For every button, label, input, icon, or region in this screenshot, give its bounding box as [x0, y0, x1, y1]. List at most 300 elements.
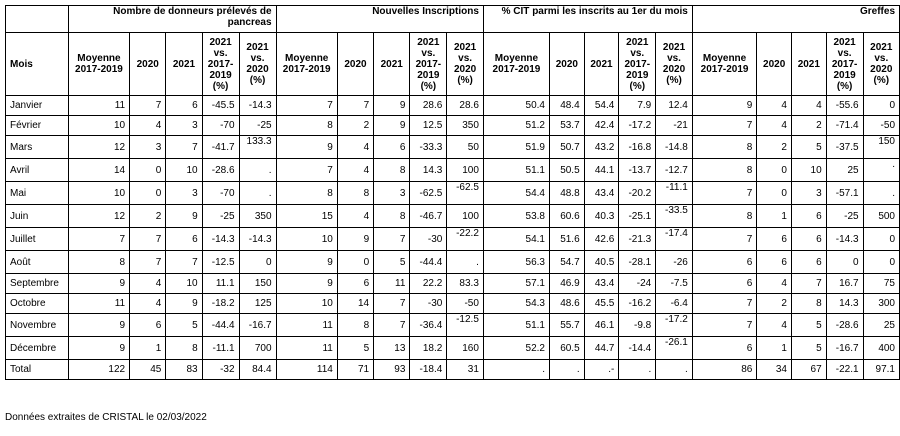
- table-cell: -22.2: [447, 228, 484, 251]
- table-cell: 1: [757, 205, 792, 228]
- table-cell: .: [550, 360, 585, 380]
- table-cell: 7: [692, 294, 757, 314]
- table-cell: 54.4: [584, 96, 619, 116]
- column-header: Moyenne 2017-2019: [68, 33, 129, 96]
- table-cell: 50: [447, 136, 484, 159]
- table-cell: 10: [166, 274, 202, 294]
- table-cell: 100: [447, 205, 484, 228]
- table-cell: 5: [791, 314, 826, 337]
- table-cell: 9: [692, 96, 757, 116]
- table-cell: 42.4: [584, 116, 619, 136]
- table-cell: 57.1: [483, 274, 549, 294]
- table-cell: 54.1: [483, 228, 549, 251]
- table-cell: 56.3: [483, 251, 549, 274]
- table-cell: 54.7: [550, 251, 585, 274]
- table-cell: 6: [166, 228, 202, 251]
- table-cell: -28.1: [619, 251, 656, 274]
- column-header: 2021: [374, 33, 410, 96]
- table-cell: 53.8: [483, 205, 549, 228]
- table-cell: .-: [584, 360, 619, 380]
- table-cell: 3: [166, 182, 202, 205]
- table-cell: 9: [337, 228, 373, 251]
- table-cell: 7: [692, 116, 757, 136]
- data-table-container: [5, 5, 900, 380]
- table-cell: 11: [276, 337, 337, 360]
- data-table: [5, 5, 900, 380]
- table-row: [6, 228, 900, 251]
- table-cell: 9: [68, 314, 129, 337]
- column-header: 2021 vs. 2020 (%): [239, 33, 276, 96]
- table-cell: 10: [791, 159, 826, 182]
- table-cell: 7: [692, 182, 757, 205]
- table-cell: 7: [130, 251, 166, 274]
- table-cell: 93: [374, 360, 410, 380]
- table-cell: -12.5: [202, 251, 239, 274]
- table-cell: 7: [130, 228, 166, 251]
- table-cell: 31: [447, 360, 484, 380]
- table-cell: -6.4: [656, 294, 693, 314]
- table-cell: 7: [791, 274, 826, 294]
- table-cell: 50.5: [550, 159, 585, 182]
- table-row: [6, 96, 900, 116]
- table-cell: 8: [276, 182, 337, 205]
- table-cell: 48.6: [550, 294, 585, 314]
- table-cell: -17.4: [656, 228, 693, 251]
- table-cell: -16.8: [619, 136, 656, 159]
- table-cell: 6: [166, 96, 202, 116]
- table-cell: 54.4: [483, 182, 549, 205]
- month-cell: Décembre: [6, 337, 69, 360]
- table-cell: -26: [656, 251, 693, 274]
- table-cell: 52.2: [483, 337, 549, 360]
- table-cell: 50.4: [483, 96, 549, 116]
- table-cell: 6: [130, 314, 166, 337]
- table-cell: -71.4: [826, 116, 863, 136]
- table-cell: -25.1: [619, 205, 656, 228]
- column-header: 2020: [757, 33, 792, 96]
- column-header: 2021 vs. 2017-2019 (%): [410, 33, 447, 96]
- table-cell: -17.2: [656, 314, 693, 337]
- table-cell: 6: [791, 205, 826, 228]
- table-cell: 3: [791, 182, 826, 205]
- table-cell: 0: [757, 159, 792, 182]
- table-cell: 44.7: [584, 337, 619, 360]
- table-cell: 8: [791, 294, 826, 314]
- table-cell: .: [447, 251, 484, 274]
- table-cell: 7: [692, 228, 757, 251]
- table-row: [6, 360, 900, 380]
- column-header: 2021: [584, 33, 619, 96]
- table-cell: 700: [239, 337, 276, 360]
- table-cell: 4: [130, 116, 166, 136]
- table-cell: .: [619, 360, 656, 380]
- table-cell: 4: [130, 294, 166, 314]
- table-cell: 86: [692, 360, 757, 380]
- table-cell: 43.4: [584, 182, 619, 205]
- table-cell: 0: [337, 251, 373, 274]
- table-cell: 500: [863, 205, 899, 228]
- table-cell: 71: [337, 360, 373, 380]
- column-header: Moyenne 2017-2019: [276, 33, 337, 96]
- month-cell: Mai: [6, 182, 69, 205]
- table-cell: 2: [757, 136, 792, 159]
- table-cell: -11.1: [656, 182, 693, 205]
- table-cell: -62.5: [410, 182, 447, 205]
- table-cell: 15: [276, 205, 337, 228]
- table-cell: .: [239, 159, 276, 182]
- table-cell: .: [863, 182, 899, 205]
- table-cell: 7: [374, 294, 410, 314]
- table-cell: 7.9: [619, 96, 656, 116]
- table-cell: -70: [202, 182, 239, 205]
- table-cell: -50: [863, 116, 899, 136]
- table-cell: -7.5: [656, 274, 693, 294]
- table-row: [6, 205, 900, 228]
- table-cell: 0: [826, 251, 863, 274]
- table-cell: -25: [826, 205, 863, 228]
- table-cell: .: [656, 360, 693, 380]
- column-header: 2021 vs. 2020 (%): [656, 33, 693, 96]
- table-cell: 5: [791, 136, 826, 159]
- table-cell: 22.2: [410, 274, 447, 294]
- table-cell: 14: [68, 159, 129, 182]
- table-cell: 51.1: [483, 314, 549, 337]
- table-cell: 8: [692, 205, 757, 228]
- table-cell: 51.2: [483, 116, 549, 136]
- table-cell: -14.3: [239, 96, 276, 116]
- table-cell: -21.3: [619, 228, 656, 251]
- footnote: Données extraites de CRISTAL le 02/03/2022: [5, 412, 207, 423]
- table-cell: .: [863, 159, 899, 182]
- table-cell: 4: [130, 274, 166, 294]
- table-cell: 18.2: [410, 337, 447, 360]
- table-cell: 7: [166, 136, 202, 159]
- table-cell: 100: [447, 159, 484, 182]
- table-cell: 133.3: [239, 136, 276, 159]
- table-cell: 1: [130, 337, 166, 360]
- table-cell: 2: [757, 294, 792, 314]
- table-cell: -18.2: [202, 294, 239, 314]
- table-cell: 6: [692, 274, 757, 294]
- table-cell: 46.9: [550, 274, 585, 294]
- table-cell: -14.3: [239, 228, 276, 251]
- table-cell: 9: [68, 337, 129, 360]
- table-cell: 7: [130, 96, 166, 116]
- table-cell: -9.8: [619, 314, 656, 337]
- table-cell: 14: [337, 294, 373, 314]
- group-header-donneurs: Nombre de donneurs prélevés de pancreas: [68, 6, 276, 33]
- table-cell: 5: [791, 337, 826, 360]
- table-cell: 7: [337, 96, 373, 116]
- table-cell: 4: [791, 96, 826, 116]
- table-cell: 14.3: [410, 159, 447, 182]
- table-row: [6, 274, 900, 294]
- table-cell: 9: [68, 274, 129, 294]
- table-cell: 0: [863, 251, 899, 274]
- table-cell: 6: [374, 136, 410, 159]
- table-cell: 300: [863, 294, 899, 314]
- table-cell: -22.1: [826, 360, 863, 380]
- table-cell: -30: [410, 294, 447, 314]
- table-cell: -25: [239, 116, 276, 136]
- column-header: 2021: [166, 33, 202, 96]
- table-cell: 55.7: [550, 314, 585, 337]
- table-row: [6, 337, 900, 360]
- table-cell: -14.3: [826, 228, 863, 251]
- month-cell: Juillet: [6, 228, 69, 251]
- table-cell: 5: [337, 337, 373, 360]
- month-cell: Octobre: [6, 294, 69, 314]
- table-cell: 0: [239, 251, 276, 274]
- table-row: [6, 314, 900, 337]
- table-cell: -21: [656, 116, 693, 136]
- table-cell: 150: [239, 274, 276, 294]
- table-cell: 54.3: [483, 294, 549, 314]
- table-cell: 7: [166, 251, 202, 274]
- table-cell: 11: [68, 96, 129, 116]
- table-cell: 43.2: [584, 136, 619, 159]
- table-row: [6, 159, 900, 182]
- table-cell: 8: [276, 116, 337, 136]
- table-cell: 45.5: [584, 294, 619, 314]
- table-cell: 84.4: [239, 360, 276, 380]
- table-cell: 4: [337, 159, 373, 182]
- table-cell: 350: [447, 116, 484, 136]
- table-cell: 43.4: [584, 274, 619, 294]
- table-row: [6, 294, 900, 314]
- table-cell: -32: [202, 360, 239, 380]
- table-cell: 2: [337, 116, 373, 136]
- group-header-cit: % CIT parmi les inscrits au 1er du mois: [483, 6, 692, 33]
- table-cell: 0: [863, 96, 899, 116]
- table-cell: 0: [130, 182, 166, 205]
- table-cell: 51.6: [550, 228, 585, 251]
- table-cell: 10: [276, 294, 337, 314]
- table-cell: 9: [166, 294, 202, 314]
- table-cell: -33.5: [656, 205, 693, 228]
- column-header: Moyenne 2017-2019: [692, 33, 757, 96]
- table-cell: -44.4: [202, 314, 239, 337]
- table-cell: .: [239, 182, 276, 205]
- table-cell: 6: [757, 228, 792, 251]
- table-cell: 10: [68, 116, 129, 136]
- table-cell: 6: [757, 251, 792, 274]
- table-cell: -12.5: [447, 314, 484, 337]
- table-cell: 9: [276, 251, 337, 274]
- table-cell: 67: [791, 360, 826, 380]
- table-cell: -13.7: [619, 159, 656, 182]
- table-row: [6, 251, 900, 274]
- column-header-mois: Mois: [6, 33, 69, 96]
- table-cell: 10: [68, 182, 129, 205]
- table-cell: -70: [202, 116, 239, 136]
- table-cell: 4: [337, 136, 373, 159]
- column-header: 2021 vs. 2020 (%): [863, 33, 899, 96]
- table-row: [6, 136, 900, 159]
- month-cell: Août: [6, 251, 69, 274]
- group-header-greffes: Greffes: [692, 6, 899, 33]
- table-cell: 5: [166, 314, 202, 337]
- table-cell: -45.5: [202, 96, 239, 116]
- table-cell: 6: [337, 274, 373, 294]
- table-cell: -18.4: [410, 360, 447, 380]
- table-cell: 12: [68, 136, 129, 159]
- table-cell: 12: [68, 205, 129, 228]
- table-cell: 12.4: [656, 96, 693, 116]
- table-cell: 28.6: [410, 96, 447, 116]
- table-cell: 6: [692, 337, 757, 360]
- table-cell: 7: [276, 96, 337, 116]
- table-cell: -46.7: [410, 205, 447, 228]
- table-cell: 42.6: [584, 228, 619, 251]
- table-cell: -62.5: [447, 182, 484, 205]
- table-cell: 8: [692, 136, 757, 159]
- month-cell: Total: [6, 360, 69, 380]
- table-cell: -44.4: [410, 251, 447, 274]
- table-cell: -17.2: [619, 116, 656, 136]
- table-cell: 97.1: [863, 360, 899, 380]
- table-cell: -33.3: [410, 136, 447, 159]
- table-cell: 7: [374, 314, 410, 337]
- table-cell: -50: [447, 294, 484, 314]
- table-cell: 40.3: [584, 205, 619, 228]
- table-cell: 46.1: [584, 314, 619, 337]
- table-cell: 114: [276, 360, 337, 380]
- table-cell: 7: [374, 228, 410, 251]
- table-cell: -30: [410, 228, 447, 251]
- table-cell: 13: [374, 337, 410, 360]
- table-cell: -57.1: [826, 182, 863, 205]
- table-cell: 11: [374, 274, 410, 294]
- table-cell: -11.1: [202, 337, 239, 360]
- table-cell: 8: [692, 159, 757, 182]
- table-cell: 40.5: [584, 251, 619, 274]
- table-cell: 12.5: [410, 116, 447, 136]
- table-cell: 3: [374, 182, 410, 205]
- table-cell: 1: [757, 337, 792, 360]
- table-cell: 9: [374, 96, 410, 116]
- column-header: 2020: [130, 33, 166, 96]
- column-header: 2021 vs. 2017-2019 (%): [619, 33, 656, 96]
- table-cell: 160: [447, 337, 484, 360]
- month-cell: Février: [6, 116, 69, 136]
- table-cell: 53.7: [550, 116, 585, 136]
- table-cell: 2: [791, 116, 826, 136]
- table-cell: 28.6: [447, 96, 484, 116]
- table-cell: 125: [239, 294, 276, 314]
- column-header: 2021 vs. 2017-2019 (%): [202, 33, 239, 96]
- table-cell: 7: [276, 159, 337, 182]
- table-row: [6, 182, 900, 205]
- month-cell: Avril: [6, 159, 69, 182]
- table-cell: 150: [863, 136, 899, 159]
- table-cell: 5: [374, 251, 410, 274]
- table-cell: -41.7: [202, 136, 239, 159]
- month-cell: Janvier: [6, 96, 69, 116]
- table-cell: 9: [374, 116, 410, 136]
- table-cell: 51.1: [483, 159, 549, 182]
- month-cell: Mars: [6, 136, 69, 159]
- table-cell: 6: [791, 228, 826, 251]
- table-cell: -55.6: [826, 96, 863, 116]
- table-cell: 9: [276, 274, 337, 294]
- month-cell: Novembre: [6, 314, 69, 337]
- corner-cell: [6, 6, 69, 33]
- table-cell: 0: [863, 228, 899, 251]
- table-cell: -14.8: [656, 136, 693, 159]
- table-cell: 25: [863, 314, 899, 337]
- table-cell: -14.3: [202, 228, 239, 251]
- table-cell: 8: [68, 251, 129, 274]
- table-cell: 4: [757, 314, 792, 337]
- table-cell: 60.5: [550, 337, 585, 360]
- table-cell: 4: [757, 274, 792, 294]
- table-cell: 25: [826, 159, 863, 182]
- table-cell: -36.4: [410, 314, 447, 337]
- table-cell: 60.6: [550, 205, 585, 228]
- table-cell: 4: [757, 116, 792, 136]
- column-header: 2021 vs. 2017-2019 (%): [826, 33, 863, 96]
- table-cell: 7: [68, 228, 129, 251]
- table-cell: -26.1: [656, 337, 693, 360]
- table-cell: 75: [863, 274, 899, 294]
- table-cell: .: [483, 360, 549, 380]
- table-cell: 11: [276, 314, 337, 337]
- table-cell: 11.1: [202, 274, 239, 294]
- table-cell: 3: [130, 136, 166, 159]
- table-cell: 400: [863, 337, 899, 360]
- table-cell: 83: [166, 360, 202, 380]
- table-cell: 7: [692, 314, 757, 337]
- table-cell: 45: [130, 360, 166, 380]
- table-cell: 0: [130, 159, 166, 182]
- table-cell: 10: [166, 159, 202, 182]
- table-cell: 9: [166, 205, 202, 228]
- column-header: 2020: [550, 33, 585, 96]
- table-cell: 48.8: [550, 182, 585, 205]
- table-cell: -37.5: [826, 136, 863, 159]
- table-cell: 6: [692, 251, 757, 274]
- table-cell: 9: [276, 136, 337, 159]
- column-header: 2020: [337, 33, 373, 96]
- table-cell: 11: [68, 294, 129, 314]
- table-cell: 51.9: [483, 136, 549, 159]
- column-header: 2021 vs. 2020 (%): [447, 33, 484, 96]
- group-header-inscriptions: Nouvelles Inscriptions: [276, 6, 483, 33]
- table-cell: 10: [276, 228, 337, 251]
- table-cell: -24: [619, 274, 656, 294]
- table-cell: -16.2: [619, 294, 656, 314]
- table-cell: 44.1: [584, 159, 619, 182]
- table-cell: 4: [757, 96, 792, 116]
- table-cell: 83.3: [447, 274, 484, 294]
- month-cell: Juin: [6, 205, 69, 228]
- table-cell: 8: [166, 337, 202, 360]
- table-cell: 350: [239, 205, 276, 228]
- table-cell: 8: [374, 159, 410, 182]
- table-cell: 8: [337, 314, 373, 337]
- table-cell: 0: [757, 182, 792, 205]
- table-cell: -16.7: [826, 337, 863, 360]
- table-cell: -20.2: [619, 182, 656, 205]
- month-cell: Septembre: [6, 274, 69, 294]
- table-cell: 4: [337, 205, 373, 228]
- column-header: Moyenne 2017-2019: [483, 33, 549, 96]
- table-cell: -16.7: [239, 314, 276, 337]
- table-cell: 48.4: [550, 96, 585, 116]
- table-cell: 8: [374, 205, 410, 228]
- column-header: 2021: [791, 33, 826, 96]
